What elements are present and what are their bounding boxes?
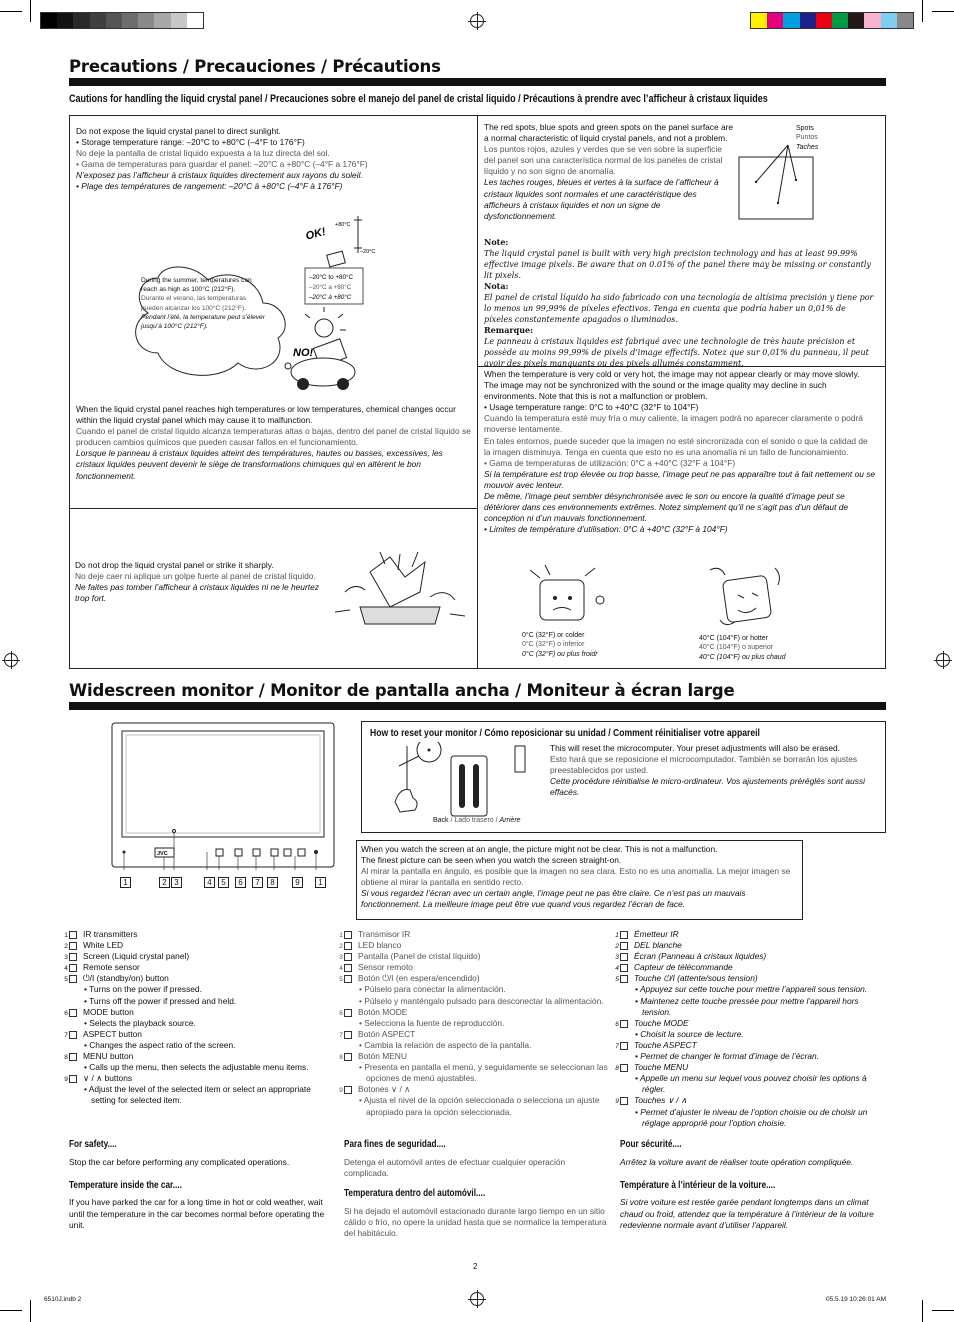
remarque-heading: Remarque:: [484, 325, 534, 336]
part-item: [64, 1073, 331, 1084]
part-item: [615, 962, 884, 973]
part-label: Transmisor IR: [358, 929, 411, 939]
part-description: • Choisit la source de lecture.: [635, 1028, 744, 1039]
part-label: MODE button: [83, 1006, 134, 1017]
title-rule: [69, 78, 886, 86]
color-scale-bar: [750, 12, 914, 29]
part-number: 3: [620, 953, 628, 961]
part-item: [64, 940, 331, 951]
callout-4: 4: [204, 877, 215, 888]
part-number: 2: [620, 942, 628, 950]
safety-es: Detenga el automóvil antes de efectuar cualquier operación complicada.: [344, 1157, 566, 1179]
part-label: Botón ASPECT: [358, 1028, 416, 1039]
part-description: • Púlselo y manténgalo pulsado para desconectar la alimentación.: [359, 995, 604, 1006]
parts-list-fr: [615, 929, 884, 1129]
page-title: Precautions / Precauciones / Précautions: [69, 57, 441, 76]
coldhot-es1: Cuando la temperatura esté muy fría o muy caliente, la imagen podrá no aparecer claramente o podrá moverse lentamente.: [484, 413, 863, 435]
jvc-logo: JVC: [157, 851, 168, 857]
monitor-callouts: [120, 877, 330, 889]
part-item: [615, 1062, 884, 1073]
hightemp-es: Cuando el panel de cristal líquido alcanza temperaturas altas o bajas, dentro del panel de cristal líquido se producen cambios químicos que pueden causar fallos en el funcionamiento.: [76, 426, 471, 448]
part-label: Screen (Liquid crystal panel): [83, 951, 190, 962]
part-description: • Cambia la relación de aspecto de la pantalla.: [359, 1039, 532, 1050]
safety-es-heading: Para fines de seguridad....: [344, 1139, 446, 1150]
angle-en2: The finest picture can be seen when you watch the screen straight-on.: [361, 855, 622, 866]
part-label: MENU button: [83, 1051, 134, 1062]
hightemp-fr: Lorsque le panneau à cristaux liquides atteint des températures, hautes ou basses, excessives, les cristaux liquides peuvent devenir le siège de transformations chimiques qui en altèrent le bon fonctionnement.: [76, 448, 443, 481]
callout-8: 8: [267, 877, 278, 888]
part-number: 5: [69, 975, 77, 983]
safety-en-heading: For safety....: [69, 1139, 117, 1150]
cloud-fr: Pendant l’été, la temperature peut s’élever jusqu’à 100°C (212°F).: [141, 313, 265, 331]
part-number: 7: [620, 1042, 628, 1050]
cold-en: 0°C (32°F) or colder: [522, 632, 585, 639]
angle-text: [361, 844, 798, 911]
part-number: 4: [620, 964, 628, 972]
incar-en: If you have parked the car for a long time in hot or cold weather, wait until the temperature in the car becomes normal before operating the unit.: [69, 1197, 325, 1230]
part-description: • Changes the aspect ratio of the screen.: [84, 1039, 236, 1050]
footer-timestamp: 05.5.19 10:26:01 AM: [826, 1296, 886, 1303]
back-en: Back: [433, 817, 449, 824]
part-label: Touche ASPECT: [634, 1039, 697, 1050]
part-label: Écran (Panneau à cristaux liquides): [634, 951, 767, 962]
part-label: Touche MODE: [634, 1017, 689, 1028]
crop-mark: [0, 1310, 22, 1311]
coldhot-en2: The image may not be synchronized with the sound or the image quality may decline in such environments. Note that this is not a malfunction or problem.: [484, 380, 827, 402]
part-label: Sensor remoto: [358, 962, 413, 973]
range-es: –20°C a +80°C: [309, 284, 352, 291]
coldhot-fr-bullet: • Limites de température d’utilisation: 0°C à +40°C (32°F à 104°F): [484, 524, 728, 535]
reset-es: Esto hará que se reposicione el microcomputador. También se borrarán los ajustes preestablecidos por usted.: [550, 754, 858, 776]
crop-mark: [922, 1300, 923, 1322]
spots-en: The red spots, blue spots and green spots on the panel surface are a normal characteristic of liquid crystal panels, and not a problem.: [484, 122, 734, 144]
note-fr: Le panneau à cristaux liquides est fabriqué avec une technologie de très haute précision et possède au moins 99,99% de pixels d’image effectifs. Notez que sur 0,01% du panneau, il peut avoir des pixels manquants ou des pixels allumés constamment.: [484, 337, 869, 369]
part-number: 4: [344, 964, 352, 972]
part-item: [64, 1006, 331, 1018]
ok-label: OK!: [304, 225, 328, 243]
part-label: Botones ∨ / ∧: [358, 1084, 411, 1095]
part-description: • Adjust the level of the selected item or select an appropriate setting for selected item.: [84, 1084, 311, 1106]
reset-illustration: [385, 742, 535, 818]
spots-es: Los puntos rojos, azules y verdes que se ven sobre la superficie del panel son una característica normal de los paneles de cristal líquido y no son signo de anomalía.: [484, 144, 723, 177]
part-item: [64, 962, 331, 973]
back-label: [433, 816, 521, 825]
part-description: • Appelle un menu sur lequel vous pouvez choisir les options à régler.: [635, 1073, 867, 1095]
coldhot-fr1: Si la température est trop élevée ou trop basse, l’image peut ne pas apparaître tout à fait nettement ou se mouvoir avec lenteur.: [484, 468, 876, 490]
safety-fr-heading: Pour sécurité....: [620, 1139, 682, 1150]
part-item: [339, 1006, 612, 1018]
part-item: [615, 973, 884, 984]
crop-mark: [30, 0, 31, 22]
title-rule: [69, 702, 886, 710]
spots-label-es: Puntos: [796, 134, 818, 142]
part-number: 7: [69, 1031, 77, 1039]
callout-7: 7: [252, 877, 263, 888]
cloud-es: Durante el verano, las temperaturas pueden alcanzar los 100°C (212°F).: [141, 295, 247, 312]
part-item: [64, 929, 331, 940]
crop-mark: [30, 1300, 31, 1322]
spots-fr: Les taches rouges, bleues et vertes à la surface de l’afficheur à cristaux liquides sont normales et une caractéristique des afficheurs à cristaux liquides et non un signe de dysfonctionnement.: [484, 177, 719, 221]
hot-screen-illustration: [700, 560, 790, 632]
part-number: 6: [344, 1009, 352, 1017]
part-item: [339, 940, 612, 951]
cloud-text: [141, 276, 269, 331]
part-label: IR transmitters: [83, 929, 138, 939]
part-label: Botón MENU: [358, 1051, 407, 1062]
part-description: • Permet d’ajuster le niveau de l’option choisie ou de choisir un réglage approprié pour l’option choisie.: [635, 1106, 868, 1128]
crop-mark: [0, 11, 22, 12]
crop-mark: [932, 1310, 954, 1311]
part-description: • Ajusta el nivel de la opción seleccionada o selecciona un ajuste apropiado para la opción seleccionada.: [359, 1095, 600, 1117]
part-description: • Selecciona la fuente de reproducción.: [359, 1017, 505, 1028]
part-item: [64, 951, 331, 962]
safety-es-block: [344, 1138, 609, 1239]
sunlight-fr-bullet: • Plage des températures de rangement: –20°C à +80°C (–4°F à 176°F): [76, 181, 343, 192]
part-item: [64, 1028, 331, 1040]
parts-list-en: [64, 929, 331, 1107]
callout-1-right: 1: [315, 877, 326, 888]
cold-labels: [522, 631, 598, 659]
callout-5: 5: [218, 877, 229, 888]
callout-1: 1: [120, 877, 131, 888]
part-label: ∨ / ∧ buttons: [83, 1073, 133, 1084]
sunlight-es: No deje la pantalla de cristal líquido expuesta a la luz directa del sol.: [76, 148, 330, 159]
hot-en: 40°C (104°F) or hotter: [699, 635, 769, 642]
callout-9: 9: [292, 877, 303, 888]
part-number: 1: [344, 931, 352, 939]
sunlight-en: Do not expose the liquid crystal panel to direct sunlight.: [76, 126, 281, 136]
part-label: Remote sensor: [83, 962, 140, 973]
part-number: 5: [344, 975, 352, 983]
spots-label-en: Spots: [796, 125, 814, 132]
part-label: Botón ⏻/I (en espera/encendido): [358, 973, 480, 984]
part-number: 6: [69, 1009, 77, 1017]
part-label: Capteur de télécommande: [634, 962, 733, 973]
coldhot-fr2: De même, l’image peut sembler désynchronisée avec le son ou encore la qualité d’image peut se détériorer dans ces environnements extrêmes. Notez simplement qu’il ne s’agit pas d’un défaut de conception ni d’un mauvais fonctionnement.: [484, 491, 849, 524]
part-item: [339, 929, 612, 940]
part-item: [615, 1039, 884, 1051]
cold-screen-illustration: [525, 560, 615, 630]
reset-en: This will reset the microcomputer. Your preset adjustments will also be erased.: [550, 743, 840, 753]
hot-labels: [699, 634, 786, 662]
range-en: –20°C to +80°C: [309, 274, 354, 281]
registration-mark: [470, 1292, 484, 1306]
safety-en: Stop the car before performing any complicated operations.: [69, 1157, 290, 1168]
cold-es: 0°C (32°F) o inferior: [522, 641, 585, 649]
reset-fr: Cette procédure réinitialise le micro-ordinateur. Vos ajustements préréglés sont aussi effacés.: [550, 776, 865, 798]
part-number: 5: [620, 975, 628, 983]
drop-illustration: [330, 552, 470, 632]
range-fr: –20°C à +80°C: [309, 294, 352, 301]
angle-en1: When you watch the screen at an angle, the picture might not be clear. This is not a malfunction.: [361, 844, 718, 854]
part-item: [64, 973, 331, 984]
monitor-front-illustration: [111, 722, 336, 870]
part-description: • Turns off the power if pressed and held.: [84, 995, 237, 1006]
coldhot-es-bullet: • Gama de temperaturas de utilización: 0°C a +40°C (32°F a 104°F): [484, 457, 736, 468]
cold-fr: 0°C (32°F) ou plus froidr: [522, 650, 598, 658]
nota-heading: Nota:: [484, 281, 509, 292]
part-number: 1: [620, 931, 628, 939]
coldhot-text: [484, 369, 876, 535]
safety-fr-block: [620, 1138, 885, 1231]
part-number: 2: [69, 942, 77, 950]
minus20-label: –20°C: [360, 249, 376, 255]
part-item: [615, 1017, 884, 1029]
drop-fr: Ne faites pas tomber l’afficheur à cristaux liquides ni ne le heurtez trop fort.: [75, 582, 319, 604]
no-label: NO!: [293, 347, 314, 359]
incar-es: Si ha dejado el automóvil estacionado durante largo tiempo en un sitio cálido o frío, no opere la unidad hasta que se normalice la temperatura del habitáculo.: [344, 1205, 607, 1238]
part-label: Touche ⏻/I (attente/sous tension): [634, 973, 758, 984]
part-number: 3: [344, 953, 352, 961]
part-label: White LED: [83, 940, 124, 951]
part-label: Touches ∨ / ∧: [634, 1095, 687, 1106]
drop-text: [75, 560, 325, 604]
hightemp-en: When the liquid crystal panel reaches high temperatures or low temperatures, chemical changes occur within the liquid crystal panel which may cause it to malfunction.: [76, 404, 456, 426]
part-item: [339, 1051, 612, 1062]
page-number: 2: [473, 1262, 478, 1271]
sunlight-text: [76, 126, 471, 193]
part-label: DEL blanche: [634, 940, 682, 951]
safety-fr: Arrêtez la voiture avant de réaliser toute opération compliquée.: [620, 1157, 854, 1168]
back-es: / Lado trasero /: [448, 817, 500, 824]
part-number: 4: [69, 964, 77, 972]
callout-6: 6: [235, 877, 246, 888]
registration-mark: [936, 653, 950, 667]
coldhot-en-bullet: • Usage temperature range: 0°C to +40°C (32°F to 104°F): [484, 402, 699, 413]
part-item: [615, 951, 884, 962]
part-item: [615, 1095, 884, 1106]
sunlight-es-bullet: • Gama de temperaturas para guardar el panel: –20°C a +80°C (–4°F a 176°F): [76, 159, 368, 170]
grey-scale-bar: [40, 12, 204, 29]
part-number: 8: [620, 1064, 628, 1072]
part-number: 2: [344, 942, 352, 950]
part-number: 3: [69, 953, 77, 961]
part-number: 9: [620, 1097, 628, 1105]
safety-en-block: [69, 1138, 334, 1231]
drop-en: Do not drop the liquid crystal panel or strike it sharply.: [75, 560, 274, 570]
part-item: [339, 1084, 612, 1095]
reset-text: [550, 743, 875, 798]
part-description: • Maintenez cette touche pressée pour mettre l’appareil hors tension.: [635, 995, 859, 1017]
registration-mark: [4, 653, 18, 667]
footer-file: 6510J.indb 2: [44, 1296, 82, 1303]
divider: [69, 508, 478, 509]
part-description: • Presenta en pantalla el menú, y seguidamente se seleccionan las opciones de menú ajustables.: [359, 1062, 608, 1084]
part-number: 8: [344, 1053, 352, 1061]
part-item: [615, 929, 884, 940]
part-number: 1: [69, 931, 77, 939]
part-description: • Appuyez sur cette touche pour mettre l’appareil sous tension.: [635, 984, 868, 995]
part-number: 9: [69, 1075, 77, 1083]
divider: [477, 115, 478, 669]
registration-mark: [470, 14, 484, 28]
part-label: Émetteur IR: [634, 929, 679, 939]
part-label: LED blanco: [358, 940, 402, 951]
spots-panel-illustration: [738, 140, 818, 222]
angle-fr: Si vous regardez l’écran avec un certain angle, l’image peut ne pas être claire. Ce n’est pas un mauvais fonctionnement. La meilleure image peut être vue quand vous regardez l’écran de face.: [361, 888, 746, 910]
sunlight-en-bullet: • Storage temperature range: –20°C to +80°C (–4°F to 176°F): [76, 137, 305, 148]
plus80-label: +80°C: [335, 222, 351, 228]
angle-es: Al mirar la pantalla en ángulo, es posible que la imagen no sea clara. Esto no es una anomalía. La mejor imagen se obtiene al mirar la pantalla en sentido recto.: [361, 866, 791, 888]
hot-es: 40°C (104°F) o superior: [699, 644, 774, 652]
callout-2: 2: [159, 877, 170, 888]
part-label: Botón MODE: [358, 1006, 408, 1017]
section-title: Widescreen monitor / Monitor de pantalla ancha / Moniteur à écran large: [69, 681, 735, 700]
part-item: [339, 951, 612, 962]
part-description: • Calls up the menu, then selects the adjustable menu items.: [84, 1062, 309, 1073]
part-label: Pantalla (Panel de cristal líquido): [358, 951, 481, 962]
part-number: 6: [620, 1020, 628, 1028]
coldhot-es2: En tales entornos, puede suceder que la imagen no esté sincronizada con el sonido o que la calidad de la imagen disminuya. Tenga en cuenta que esto no es una anomalía ni un fallo de funcionamiento.: [484, 435, 868, 457]
part-description: • Permet de changer le format d’image de l’écran.: [635, 1051, 820, 1062]
part-label: ⏻/I (standby/on) button: [83, 973, 169, 984]
reset-heading: How to reset your monitor / Cómo reposicionar su unidad / Comment réinitialiser votre appareil: [370, 727, 760, 739]
cloud-en: During the summer, temperatures can reach as high as 100°C (212°F).: [141, 277, 252, 294]
part-item: [339, 973, 612, 984]
incar-fr-heading: Température à l’intérieur de la voiture....: [620, 1180, 776, 1192]
hightemp-text: [76, 404, 472, 482]
part-item: [615, 940, 884, 951]
part-number: 9: [344, 1086, 352, 1094]
part-number: 7: [344, 1031, 352, 1039]
incar-en-heading: Temperature inside the car....: [69, 1180, 182, 1192]
lcd-heading: Cautions for handling the liquid crystal panel / Precauciones sobre el manejo del panel de cristal liquido / Précautions à prendre avec l’afficheur à cristaux liquides: [69, 93, 768, 105]
part-number: 8: [69, 1053, 77, 1061]
coldhot-en1: When the temperature is very cold or very hot, the image may not appear clearly or may move slowly.: [484, 369, 860, 379]
hot-fr: 40°C (104°F) ou plus chaud: [699, 653, 786, 661]
spots-text: [484, 122, 734, 222]
parts-list-es: [339, 929, 612, 1118]
note-en: The liquid crystal panel is built with very high precision technology and has at least 99.99% effective image pixels. Be aware that on 0.01% of the panel there may be missing or constantly lit pixels.: [484, 249, 871, 281]
note-es: El panel de cristal líquido ha sido fabricado con una tecnología de altísima precisión y tiene por lo menos un 99,99% de píxeles efectivos. Tenga en cuenta que podría haber un 0,01% de píxeles constantemente apagados o iluminados.: [484, 293, 874, 325]
callout-3: 3: [171, 877, 182, 888]
sunlight-fr: N’exposez pas l’afficheur à cristaux liquides directement aux rayons du soleil.: [76, 170, 363, 181]
incar-fr: Si votre voiture est restée garée pendant longtemps dans un climat chaud ou froid, attendez que la température à l’intérieur de la voiture redevienne normale avant d’utiliser l’appareil.: [620, 1197, 874, 1230]
crop-mark: [922, 0, 923, 22]
part-description: • Púlselo para conectar la alimentación.: [359, 984, 506, 995]
part-description: • Selects the playback source.: [84, 1017, 196, 1028]
back-fr: Arrière: [499, 817, 521, 824]
drop-es: No deje caer ni aplique un golpe fuerte al panel de cristal líquido.: [75, 571, 316, 582]
pixel-notes: [484, 237, 876, 369]
part-item: [64, 1051, 331, 1062]
part-item: [339, 1028, 612, 1040]
spots-label-fr: Taches: [796, 143, 819, 151]
note-heading: Note:: [484, 237, 509, 247]
part-item: [339, 962, 612, 973]
incar-es-heading: Temperatura dentro del automóvil....: [344, 1188, 486, 1200]
crop-mark: [932, 11, 954, 12]
part-label: ASPECT button: [83, 1028, 142, 1039]
part-description: • Turns on the power if pressed.: [84, 984, 202, 995]
part-label: Touche MENU: [634, 1062, 689, 1073]
